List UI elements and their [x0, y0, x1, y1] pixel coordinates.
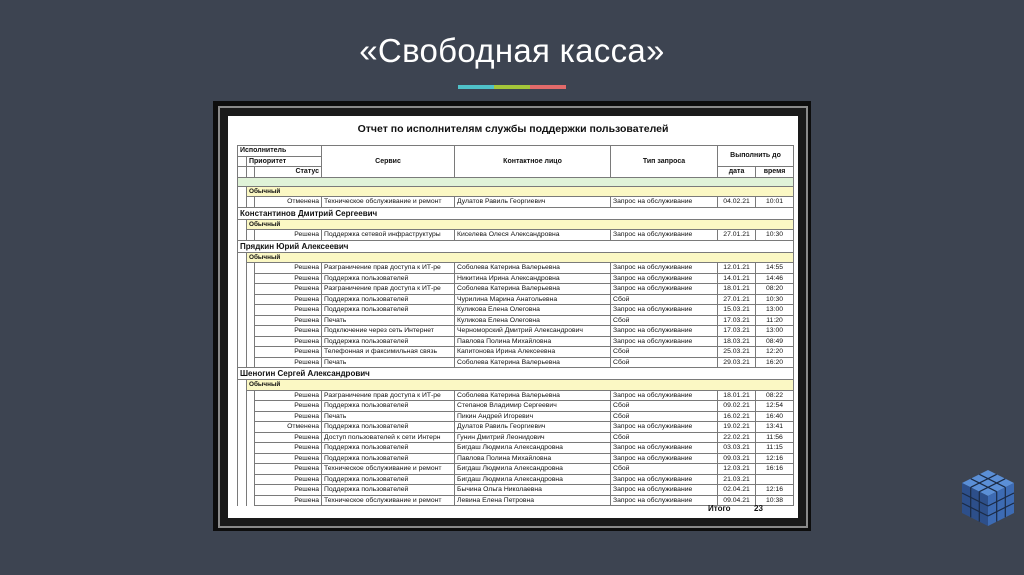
table-row: [238, 315, 794, 326]
time-cell: 12:54: [756, 401, 794, 412]
table-row: [238, 432, 794, 443]
time-cell: 11:20: [756, 315, 794, 326]
status-cell: Решена: [255, 485, 322, 496]
contact-cell: Бигдаш Людмила Александровна: [455, 443, 611, 454]
title-accent-bar: [458, 85, 566, 89]
date-cell: 12.01.21: [718, 263, 756, 274]
status-cell: Решена: [255, 390, 322, 401]
date-cell: 27.01.21: [718, 294, 756, 305]
table-row: [238, 422, 794, 433]
status-cell: Решена: [255, 263, 322, 274]
time-cell: 14:55: [756, 263, 794, 274]
service-cell: Печать: [322, 357, 455, 368]
service-cell: Поддержка пользователей: [322, 485, 455, 496]
service-cell: Поддержка пользователей: [322, 453, 455, 464]
service-cell: Поддержка пользователей: [322, 401, 455, 412]
status-cell: Решена: [255, 464, 322, 475]
status-cell: Решена: [255, 230, 322, 241]
table-row: [238, 305, 794, 316]
time-cell: 16:16: [756, 464, 794, 475]
status-cell: Решена: [255, 273, 322, 284]
contact-cell: Гунин Дмитрий Леонидович: [455, 432, 611, 443]
service-cell: Поддержка пользователей: [322, 273, 455, 284]
date-cell: 17.03.21: [718, 326, 756, 337]
contact-cell: Соболева Катерина Валерьевна: [455, 263, 611, 274]
header-time: время: [756, 167, 794, 178]
table-row: [238, 336, 794, 347]
contact-cell: Пикин Андрей Игоревич: [455, 411, 611, 422]
accent-segment-green: [494, 85, 530, 89]
status-cell: Решена: [255, 453, 322, 464]
table-row: [238, 357, 794, 368]
request-type-cell: Запрос на обслуживание: [611, 336, 718, 347]
service-cell: Печать: [322, 411, 455, 422]
header-contact: Контактное лицо: [455, 146, 611, 178]
contact-cell: Никитина Ирина Александровна: [455, 273, 611, 284]
priority-row: [238, 186, 794, 197]
time-cell: 10:38: [756, 495, 794, 506]
service-cell: Телефонная и факсимильная связь: [322, 347, 455, 358]
executor-row: [238, 207, 794, 219]
total-label: Итого: [708, 504, 731, 513]
request-type-cell: Сбой: [611, 347, 718, 358]
table-row: [238, 453, 794, 464]
priority-label: Обычный: [247, 186, 794, 197]
date-cell: 18.03.21: [718, 336, 756, 347]
service-cell: Разграничение прав доступа к ИТ-ре: [322, 263, 455, 274]
date-cell: 16.02.21: [718, 411, 756, 422]
service-cell: Поддержка пользователей: [322, 336, 455, 347]
table-row: [238, 263, 794, 274]
date-cell: 12.03.21: [718, 464, 756, 475]
priority-row: [238, 252, 794, 263]
table-row: [238, 443, 794, 454]
service-cell: Подключение через сеть Интернет: [322, 326, 455, 337]
time-cell: 13:00: [756, 326, 794, 337]
service-cell: Разграничение прав доступа к ИТ-ре: [322, 284, 455, 295]
service-cell: Печать: [322, 315, 455, 326]
request-type-cell: Запрос на обслуживание: [611, 284, 718, 295]
report-screenshot-frame: [213, 101, 811, 531]
header-executor: Исполнитель: [238, 146, 322, 157]
date-cell: 15.03.21: [718, 305, 756, 316]
header-status: Статус: [255, 167, 322, 178]
status-cell: Решена: [255, 336, 322, 347]
slide-title: «Свободная касса»: [359, 32, 665, 69]
request-type-cell: Сбой: [611, 464, 718, 475]
status-cell: Отменена: [255, 422, 322, 433]
header-priority: Приоритет: [247, 156, 322, 167]
time-cell: [756, 474, 794, 485]
time-cell: 08:49: [756, 336, 794, 347]
request-type-cell: Сбой: [611, 401, 718, 412]
request-type-cell: Запрос на обслуживание: [611, 453, 718, 464]
service-cell: Поддержка пользователей: [322, 474, 455, 485]
status-cell: Решена: [255, 443, 322, 454]
contact-cell: Соболева Катерина Валерьевна: [455, 357, 611, 368]
time-cell: 08:20: [756, 284, 794, 295]
contact-cell: Бигдаш Людмила Александровна: [455, 474, 611, 485]
service-cell: Техническое обслуживание и ремонт: [322, 197, 455, 208]
date-cell: 29.03.21: [718, 357, 756, 368]
date-cell: 02.04.21: [718, 485, 756, 496]
date-cell: 18.01.21: [718, 284, 756, 295]
header-service: Сервис: [322, 146, 455, 178]
table-row: [238, 347, 794, 358]
service-cell: Техническое обслуживание и ремонт: [322, 464, 455, 475]
status-cell: Решена: [255, 401, 322, 412]
service-cell: Поддержка пользователей: [322, 294, 455, 305]
request-type-cell: Запрос на обслуживание: [611, 443, 718, 454]
time-cell: 16:40: [756, 411, 794, 422]
date-cell: 19.02.21: [718, 422, 756, 433]
executor-row: [238, 240, 794, 252]
contact-cell: Левина Елена Петровна: [455, 495, 611, 506]
executor-name: Шеногин Сергей Александрович: [238, 368, 794, 380]
header-done-by: Выполнить до: [718, 146, 794, 167]
contact-cell: Бигдаш Людмила Александровна: [455, 464, 611, 475]
table-row: [238, 474, 794, 485]
time-cell: 12:16: [756, 453, 794, 464]
contact-cell: Соболева Катерина Валерьевна: [455, 390, 611, 401]
date-cell: 09.02.21: [718, 401, 756, 412]
status-cell: Решена: [255, 411, 322, 422]
contact-cell: Дулатов Равиль Георгиевич: [455, 422, 611, 433]
report-title: Отчет по исполнителям службы поддержки пользователей: [357, 123, 669, 135]
priority-row: [238, 219, 794, 230]
executor-name: Константинов Дмитрий Сергеевич: [238, 207, 794, 219]
header-date: дата: [718, 167, 756, 178]
service-cell: Техническое обслуживание и ремонт: [322, 495, 455, 506]
service-cell: Разграничение прав доступа к ИТ-ре: [322, 390, 455, 401]
date-cell: 14.01.21: [718, 273, 756, 284]
contact-cell: Черноморский Дмитрий Александрович: [455, 326, 611, 337]
time-cell: 10:30: [756, 294, 794, 305]
status-cell: Решена: [255, 294, 322, 305]
report-page: [228, 116, 798, 518]
request-type-cell: Запрос на обслуживание: [611, 230, 718, 241]
date-cell: 04.02.21: [718, 197, 756, 208]
status-cell: Решена: [255, 357, 322, 368]
request-type-cell: Запрос на обслуживание: [611, 390, 718, 401]
cube-logo-icon: [960, 468, 1016, 528]
time-cell: 16:20: [756, 357, 794, 368]
accent-segment-teal: [458, 85, 494, 89]
date-cell: 25.03.21: [718, 347, 756, 358]
date-cell: 03.03.21: [718, 443, 756, 454]
contact-cell: Дулатов Равиль Георгиевич: [455, 197, 611, 208]
status-cell: Решена: [255, 474, 322, 485]
executor-name: Прядкин Юрий Алексеевич: [238, 240, 794, 252]
date-cell: 22.02.21: [718, 432, 756, 443]
date-cell: 18.01.21: [718, 390, 756, 401]
request-type-cell: Запрос на обслуживание: [611, 273, 718, 284]
time-cell: 08:22: [756, 390, 794, 401]
executor-row: [238, 368, 794, 380]
request-type-cell: Сбой: [611, 294, 718, 305]
contact-cell: Бычина Ольга Николаевна: [455, 485, 611, 496]
table-row: [238, 284, 794, 295]
report-total: [708, 504, 763, 513]
time-cell: 12:20: [756, 347, 794, 358]
service-cell: Поддержка пользователей: [322, 422, 455, 433]
date-cell: 21.03.21: [718, 474, 756, 485]
request-type-cell: Сбой: [611, 357, 718, 368]
status-cell: Решена: [255, 315, 322, 326]
table-row: [238, 294, 794, 305]
status-cell: Решена: [255, 495, 322, 506]
request-type-cell: Запрос на обслуживание: [611, 422, 718, 433]
date-cell: 27.01.21: [718, 230, 756, 241]
contact-cell: Чурилина Марина Анатольевна: [455, 294, 611, 305]
table-row: [238, 326, 794, 337]
date-cell: 09.04.21: [718, 495, 756, 506]
service-cell: Поддержка пользователей: [322, 305, 455, 316]
table-row: [238, 273, 794, 284]
time-cell: 13:41: [756, 422, 794, 433]
time-cell: 10:30: [756, 230, 794, 241]
contact-cell: Соболева Катерина Валерьевна: [455, 284, 611, 295]
status-cell: Решена: [255, 347, 322, 358]
contact-cell: Куликова Елена Олеговна: [455, 305, 611, 316]
request-type-cell: Запрос на обслуживание: [611, 305, 718, 316]
table-row: [238, 464, 794, 475]
date-cell: 17.03.21: [718, 315, 756, 326]
service-cell: Поддержка пользователей: [322, 443, 455, 454]
request-type-cell: Запрос на обслуживание: [611, 326, 718, 337]
status-cell: Решена: [255, 326, 322, 337]
table-row: [238, 230, 794, 241]
request-type-cell: Запрос на обслуживание: [611, 197, 718, 208]
contact-cell: Павлова Полина Михайловна: [455, 336, 611, 347]
request-type-cell: Сбой: [611, 411, 718, 422]
priority-label: Обычный: [247, 252, 794, 263]
service-cell: Поддержка сетевой инфраструктуры: [322, 230, 455, 241]
request-type-cell: Запрос на обслуживание: [611, 474, 718, 485]
time-cell: 10:01: [756, 197, 794, 208]
time-cell: 14:46: [756, 273, 794, 284]
table-row: [238, 411, 794, 422]
request-type-cell: Запрос на обслуживание: [611, 485, 718, 496]
priority-label: Обычный: [247, 380, 794, 391]
contact-cell: Степанов Владимир Сергеевич: [455, 401, 611, 412]
contact-cell: Павлова Полина Михайловна: [455, 453, 611, 464]
header-request-type: Тип запроса: [611, 146, 718, 178]
request-type-cell: Запрос на обслуживание: [611, 495, 718, 506]
date-cell: 09.03.21: [718, 453, 756, 464]
service-cell: Доступ пользователей к сети Интерн: [322, 432, 455, 443]
priority-label: Обычный: [247, 219, 794, 230]
priority-row: [238, 380, 794, 391]
request-type-cell: Запрос на обслуживание: [611, 263, 718, 274]
status-cell: Решена: [255, 284, 322, 295]
table-row: [238, 485, 794, 496]
table-row: [238, 390, 794, 401]
status-cell: Решена: [255, 432, 322, 443]
time-cell: 12:16: [756, 485, 794, 496]
status-cell: Отменена: [255, 197, 322, 208]
contact-cell: Киселева Олеся Александровна: [455, 230, 611, 241]
time-cell: 11:15: [756, 443, 794, 454]
time-cell: 13:00: [756, 305, 794, 316]
request-type-cell: Сбой: [611, 315, 718, 326]
accent-segment-red: [530, 85, 566, 89]
status-cell: Решена: [255, 305, 322, 316]
total-value: 23: [754, 504, 763, 513]
contact-cell: Капитонова Ирина Алексеевна: [455, 347, 611, 358]
request-type-cell: Сбой: [611, 432, 718, 443]
contact-cell: Куликова Елена Олеговна: [455, 315, 611, 326]
report-table: [237, 145, 794, 506]
table-row: [238, 197, 794, 208]
table-row: [238, 401, 794, 412]
time-cell: 11:56: [756, 432, 794, 443]
